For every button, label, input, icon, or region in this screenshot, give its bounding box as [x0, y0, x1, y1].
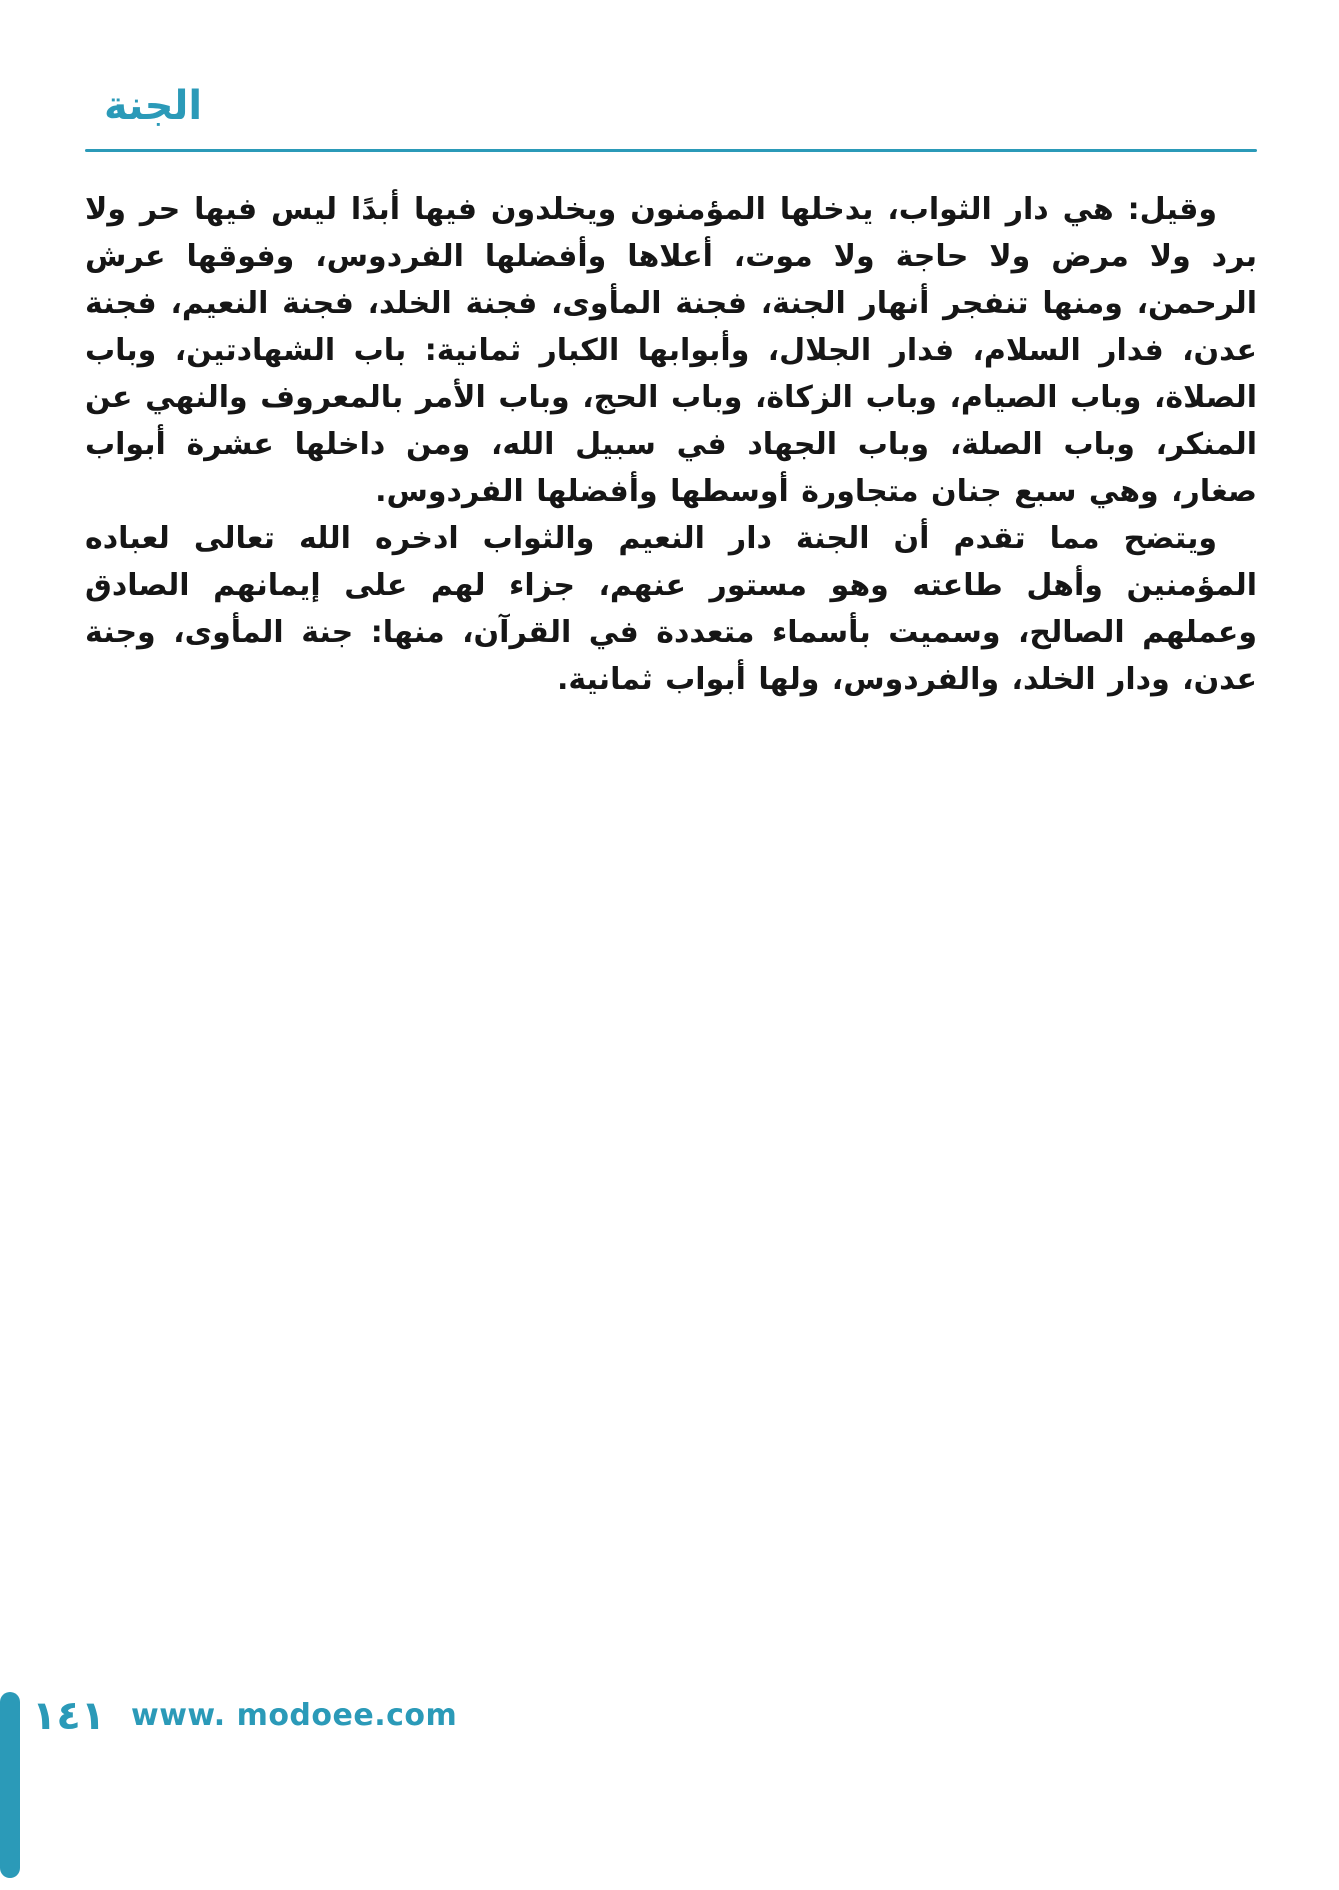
page-title: الجنة	[104, 83, 203, 129]
footer-accent-bar	[0, 1692, 20, 1878]
page-number: ١٤١	[32, 1693, 106, 1739]
paragraph: وقيل: هي دار الثواب، يدخلها المؤمنون ويخلدون فيها أبدًا ليس فيها حر ولا برد ولا مرض ولا حاجة ولا موت، أعلاها وأفضلها الفردوس، وفوقها عرش الرحمن، ومنها تنفجر أنهار الجنة، فجنة المأوى، فجنة الخلد، فجنة النعيم، فجنة عدن، فدار السلام، فدار الجلال، وأبوابها الكبار ثمانية: باب الشهادتين، وباب الصلاة، وباب الصيام، وباب الزكاة، وباب الحج، وباب الأمر بالمعروف والنهي عن المنكر، وباب الصلة، وباب الجهاد في سبيل الله، ومن داخلها عشرة أبواب صغار، وهي سبع جنان متجاورة أوسطها وأفضلها الفردوس.	[85, 192, 1257, 509]
website-text: www. modoee.com	[131, 1698, 458, 1733]
paragraph: ويتضح مما تقدم أن الجنة دار النعيم والثواب ادخره الله تعالى لعباده المؤمنين وأهل طاعته وهو مستور عنهم، جزاء لهم على إيمانهم الصادق وعملهم الصالح، وسميت بأسماء متعددة في القرآن، منها: جنة المأوى، وجنة عدن، ودار الخلد، والفردوس، ولها أبواب ثمانية.	[85, 521, 1257, 697]
header-divider	[85, 149, 1257, 152]
main-text	[85, 186, 1257, 703]
